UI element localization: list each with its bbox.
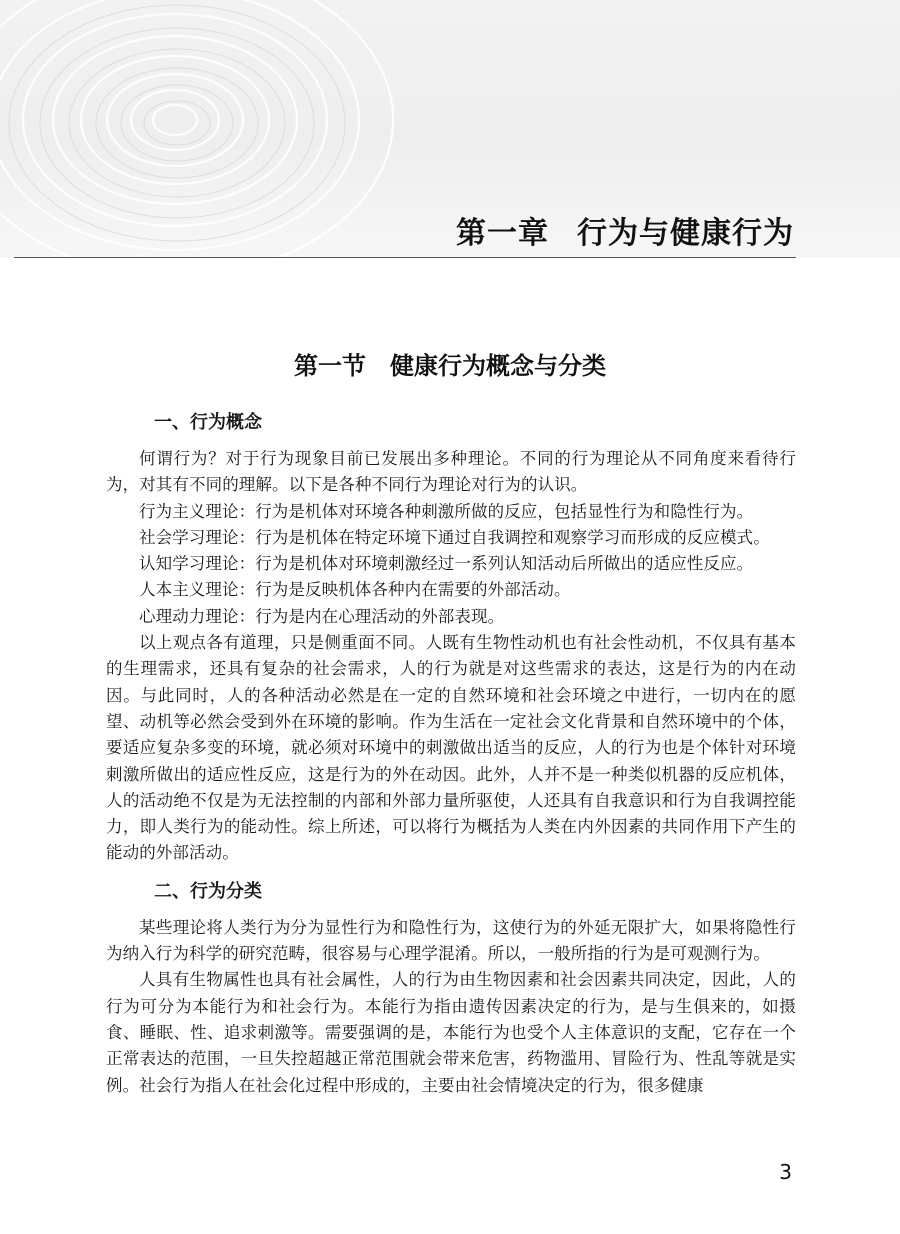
paragraph: 社会学习理论：行为是机体在特定环境下通过自我调控和观察学习而形成的反应模式。 bbox=[139, 527, 770, 547]
ripple-decoration bbox=[0, 0, 420, 258]
subsection-heading-behavior-classification: 二、行为分类 bbox=[154, 880, 262, 902]
page-body bbox=[106, 408, 796, 1099]
section-name: 健康行为概念与分类 bbox=[390, 351, 606, 380]
paragraph: 何谓行为？对于行为现象目前已发展出多种理论。不同的行为理论从不同角度来看待行为，对其有不同的理解。以下是各种不同行为理论对行为的认识。 bbox=[106, 449, 796, 495]
chapter-header-band bbox=[0, 0, 900, 258]
paragraph: 人具有生物属性也具有社会属性，人的行为由生物因素和社会因素共同决定，因此，人的行为可分为本能行为和社会行为。本能行为指由遗传因素决定的行为，是与生俱来的，如摄食、睡眠、性、追求刺激等。需要强调的是，本能行为也受个人主体意识的支配，它存在一个正常表达的范围，一旦失控超越正常范围就会带来危害，药物滥用、冒险行为、性乱等就是实例。社会行为指人在社会化过程中形成的，主要由社会情境决定的行为，很多健康 bbox=[106, 970, 796, 1095]
paragraph: 认知学习理论：行为是机体对环境刺激经过一系列认知活动后所做出的适应性反应。 bbox=[139, 554, 754, 574]
section-label: 第一节 bbox=[294, 351, 366, 380]
chapter-title bbox=[456, 208, 794, 252]
subsection-heading-behavior-concept: 一、行为概念 bbox=[154, 412, 262, 433]
paragraph: 以上观点各有道理，只是侧重面不同。人既有生物性动机也有社会性动机，不仅具有基本的生理需求，还具有复杂的社会需求，人的行为就是对这些需求的表达，这是行为的内在动因。与此同时，人的各种活动必然是在一定的自然环境和社会环境之中进行，一切内在的愿望、动机等必然会受到外在环境的影响。作为生活在一定社会文化背景和自然环境中的个体，要适应复杂多变的环境，就必须对环境中的刺激做出适当的反应，人的行为也是个体针对环境刺激所做出的适应性反应，这是行为的外在动因。此外，人并不是一种类似机器的反应机体，人的活动绝不仅是为无法控制的内部和外部力量所驱使，人还具有自我意识和行为自我调控能力，即人类行为的能动性。综上所述，可以将行为概括为人类在内外因素的共同作用下产生的能动的外部活动。 bbox=[106, 633, 796, 863]
paragraph: 人本主义理论：行为是反映机体各种内在需要的外部活动。 bbox=[139, 580, 571, 600]
paragraph: 行为主义理论：行为是机体对环境各种刺激所做的反应，包括显性行为和隐性行为。 bbox=[139, 501, 754, 521]
section-title bbox=[0, 346, 900, 381]
chapter-label: 第一章 bbox=[456, 216, 549, 251]
paragraph: 某些理论将人类行为分为显性行为和隐性行为，这使行为的外延无限扩大，如果将隐性行为纳入行为科学的研究范畴，很容易与心理学混淆。所以，一般所指的行为是可观测行为。 bbox=[106, 917, 796, 964]
chapter-name: 行为与健康行为 bbox=[577, 216, 794, 251]
header-divider bbox=[14, 257, 796, 258]
page-number: 3 bbox=[779, 1160, 792, 1184]
paragraph: 心理动力理论：行为是内在心理活动的外部表现。 bbox=[139, 606, 505, 626]
